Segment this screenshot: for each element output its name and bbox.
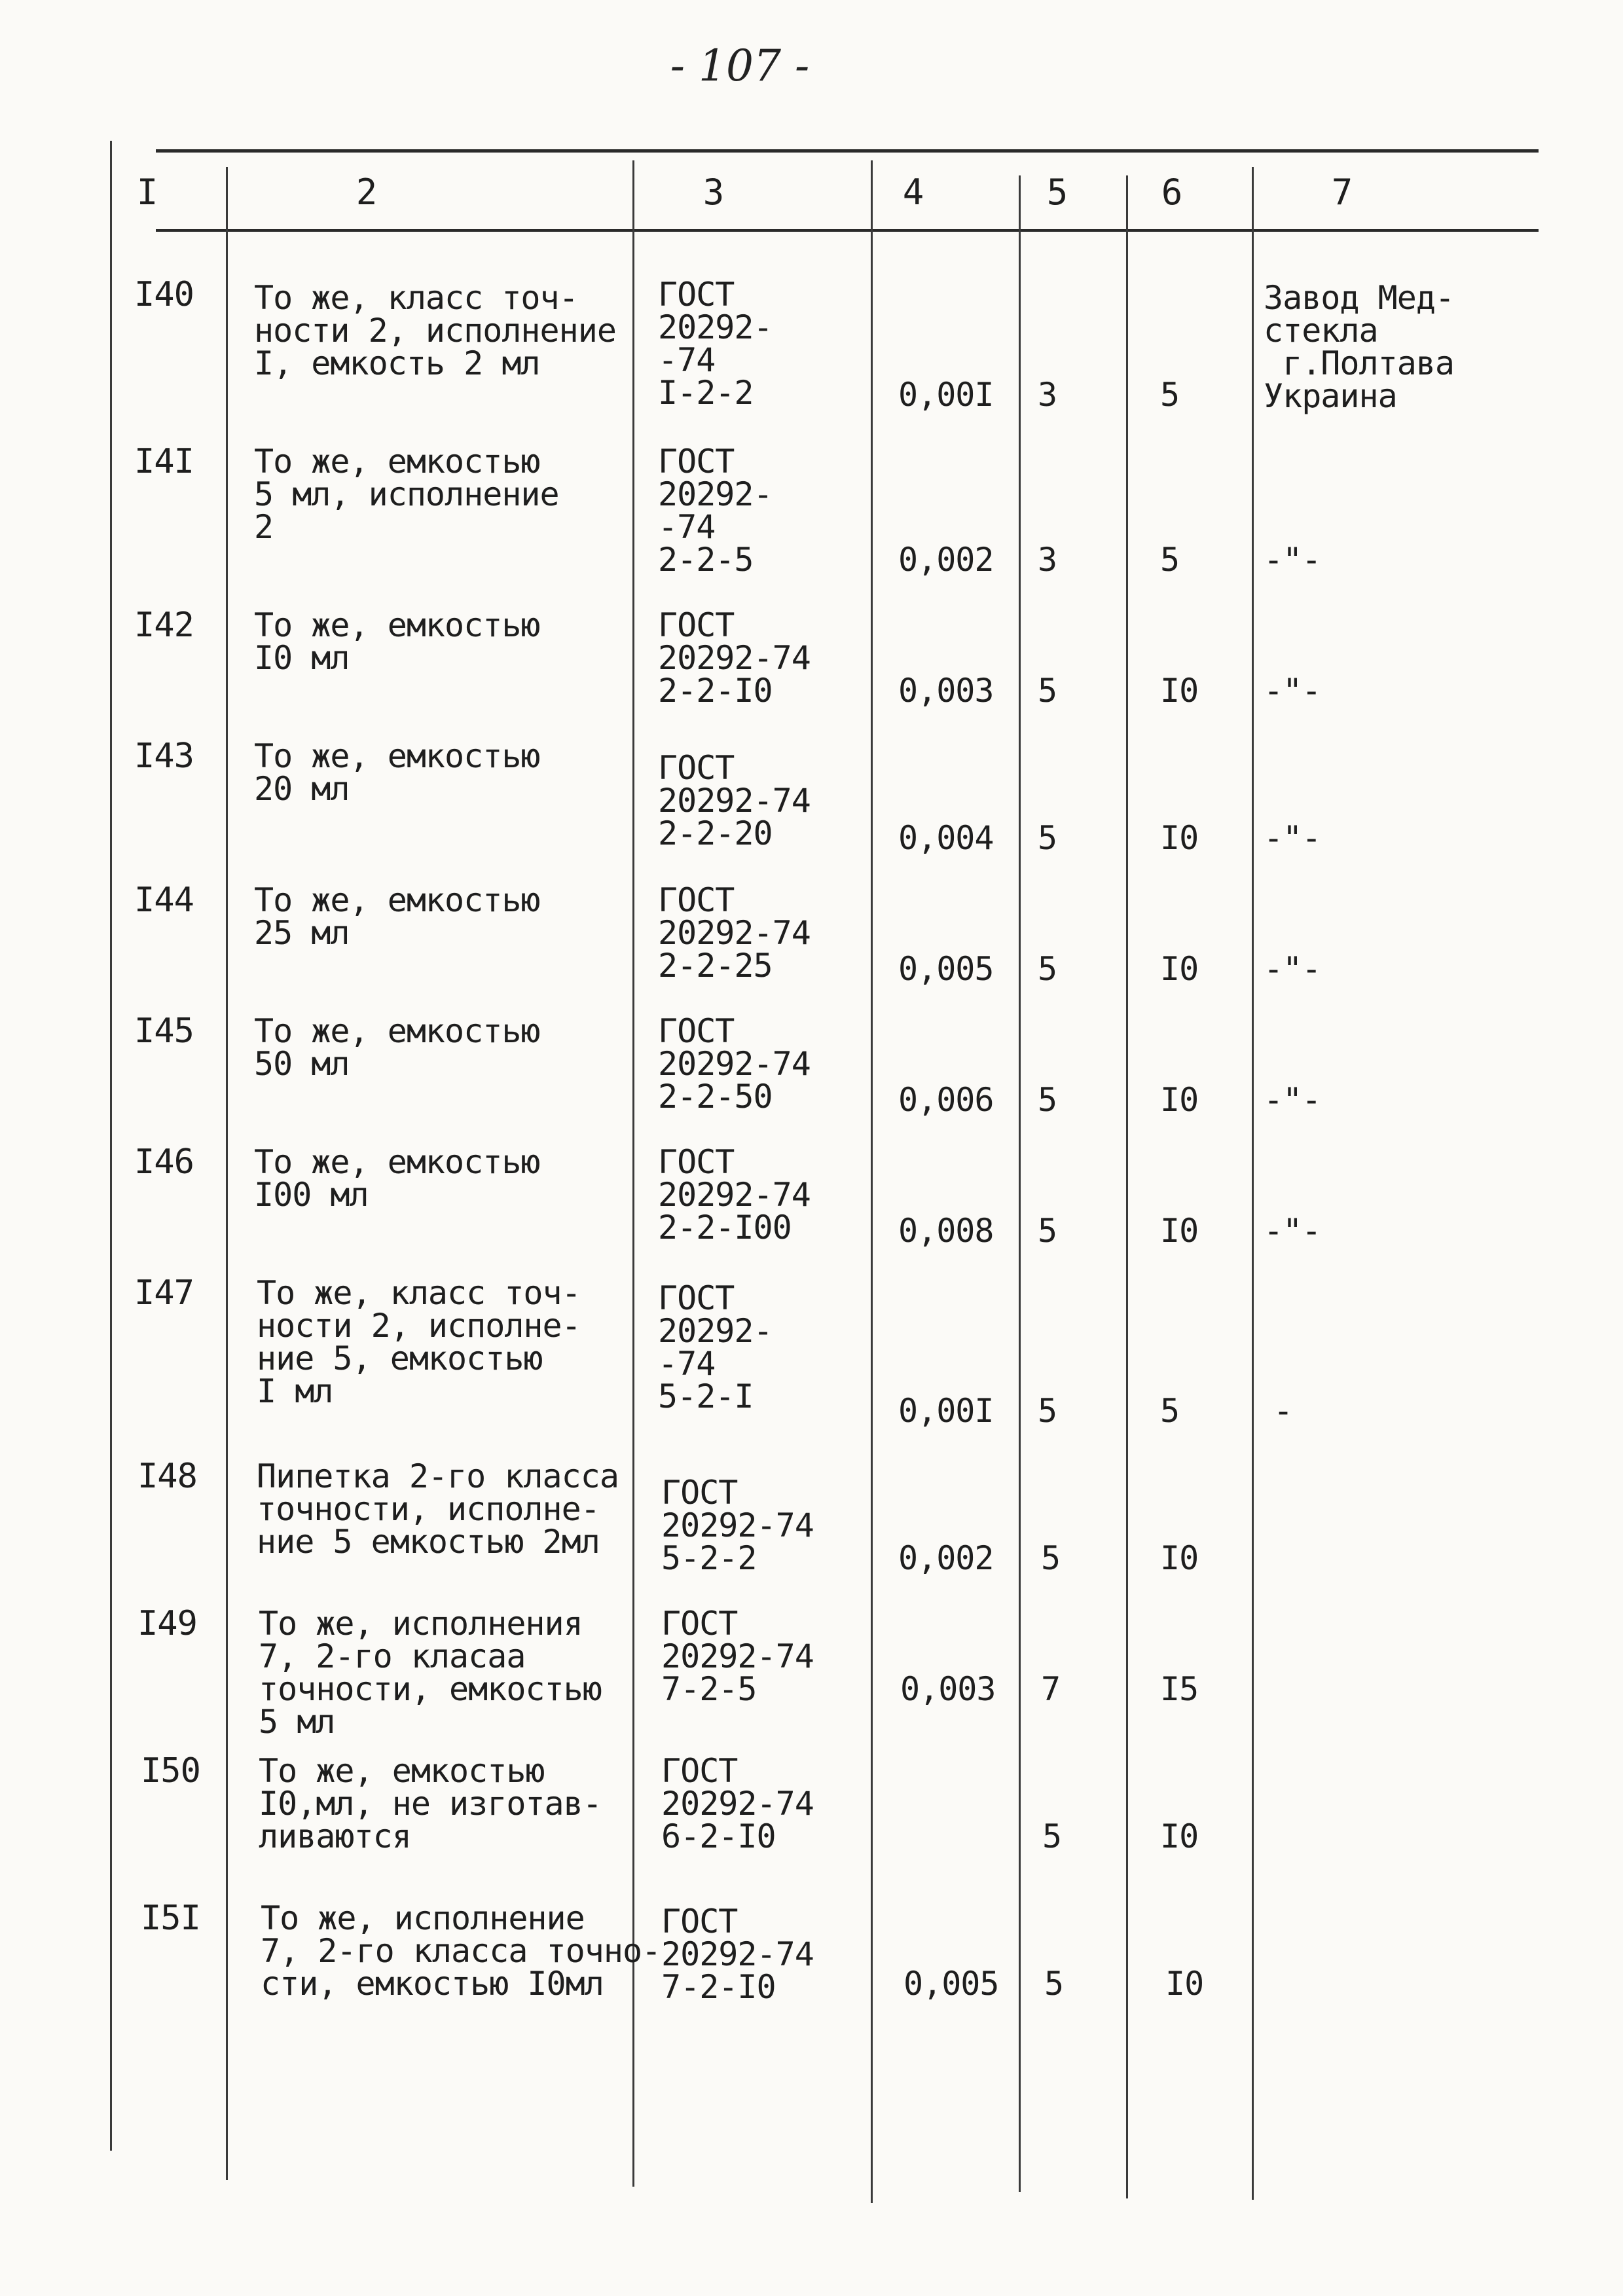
- row-col5: 5: [1038, 1081, 1057, 1119]
- row-gost: ГОСТ 20292-74 7-2-I0: [661, 1903, 814, 2006]
- row-manufacturer: -"-: [1264, 672, 1321, 710]
- row-manufacturer: Завод Мед- стекла г.Полтава Украина: [1264, 279, 1455, 415]
- row-gost: ГОСТ 20292-74 2-2-20: [658, 749, 811, 852]
- row-gost: ГОСТ 20292-74 6-2-I0: [661, 1752, 814, 1855]
- row-gost: ГОСТ 20292- -74 2-2-5: [658, 443, 773, 579]
- row-number: I45: [134, 1011, 194, 1051]
- row-col6: I5: [1160, 1670, 1199, 1708]
- row-price: 0,002: [898, 1539, 994, 1577]
- row-col5: 5: [1038, 1212, 1057, 1250]
- row-description: То же, емкостью 20 мл: [254, 737, 540, 808]
- row-price: 0,003: [900, 1670, 996, 1708]
- row-gost: ГОСТ 20292-74 2-2-50: [658, 1012, 811, 1116]
- row-col5: 5: [1038, 1392, 1057, 1430]
- row-manufacturer: -"-: [1264, 1212, 1321, 1250]
- row-col6: I0: [1165, 1965, 1204, 2003]
- row-number: I44: [134, 881, 194, 920]
- header-col-3: 3: [702, 172, 725, 213]
- row-number: I43: [134, 737, 194, 776]
- row-number: I5I: [141, 1899, 200, 1938]
- row-description: То же, исполнение 7, 2-го класса точно- сти, емкостью I0мл: [261, 1899, 661, 2003]
- row-description: То же, класс точ- ности 2, исполнение I, емкость 2 мл: [254, 279, 616, 382]
- row-number: I42: [134, 606, 194, 645]
- row-number: I46: [134, 1142, 194, 1182]
- row-description: Пипетка 2-го класса точности, исполне- ние 5 емкостью 2мл: [257, 1457, 619, 1561]
- row-gost: ГОСТ 20292-74 7-2-5: [661, 1605, 814, 1708]
- page-number: - 107 -: [670, 41, 810, 91]
- row-gost: ГОСТ 20292-74 2-2-25: [658, 881, 811, 985]
- row-col6: 5: [1160, 1392, 1180, 1430]
- header-col-7: 7: [1331, 172, 1353, 213]
- row-description: То же, емкостью 50 мл: [254, 1012, 540, 1083]
- row-description: То же, емкостью 25 мл: [254, 881, 540, 952]
- row-col5: 3: [1038, 541, 1057, 579]
- row-description: То же, емкостью I0 мл: [254, 606, 540, 677]
- column-line-3: [871, 160, 873, 2203]
- row-price: 0,003: [898, 672, 994, 710]
- row-description: То же, исполнения 7, 2-го класаа точности, емкостью 5 мл: [259, 1605, 602, 1741]
- row-gost: ГОСТ 20292- -74 5-2-I: [658, 1279, 773, 1415]
- row-gost: ГОСТ 20292-74 2-2-I00: [658, 1143, 811, 1247]
- row-col6: I0: [1160, 819, 1199, 857]
- row-col5: 5: [1041, 1539, 1061, 1577]
- header-col-5: 5: [1046, 172, 1068, 213]
- row-description: То же, емкостью I00 мл: [254, 1143, 540, 1214]
- row-gost: ГОСТ 20292- -74 I-2-2: [658, 276, 773, 412]
- column-line-2: [632, 160, 634, 2187]
- row-description: То же, емкостью 5 мл, исполнение 2: [254, 443, 559, 546]
- row-manufacturer: -"-: [1264, 819, 1321, 857]
- row-col5: 5: [1038, 672, 1057, 710]
- row-number: I4I: [134, 442, 194, 481]
- row-col6: I0: [1160, 1817, 1199, 1855]
- row-manufacturer: -"-: [1264, 541, 1321, 579]
- row-number: I49: [137, 1604, 197, 1643]
- row-col5: 5: [1044, 1965, 1064, 2003]
- row-manufacturer: -: [1273, 1392, 1293, 1430]
- row-col5: 3: [1038, 376, 1057, 414]
- row-col6: I0: [1160, 1539, 1199, 1577]
- row-price: 0,005: [903, 1965, 999, 2003]
- table-top-rule: [156, 149, 1539, 153]
- header-col-2: 2: [356, 172, 378, 213]
- row-gost: ГОСТ 20292-74 5-2-2: [661, 1474, 814, 1577]
- row-description: То же, класс точ- ности 2, исполне- ние 5, емкостью I мл: [257, 1274, 581, 1410]
- row-col6: 5: [1160, 376, 1180, 414]
- table-left-border: [110, 141, 112, 2151]
- row-col5: 5: [1038, 819, 1057, 857]
- column-line-5: [1126, 175, 1128, 2198]
- header-col-4: 4: [902, 172, 924, 213]
- row-manufacturer: -"-: [1264, 1081, 1321, 1119]
- row-number: I40: [134, 275, 194, 314]
- row-number: I50: [141, 1751, 200, 1791]
- header-bottom-rule: [156, 229, 1539, 232]
- row-price: 0,00I: [898, 376, 994, 414]
- row-price: 0,00I: [898, 1392, 994, 1430]
- row-col5: 5: [1042, 1817, 1062, 1855]
- row-price: 0,004: [898, 819, 994, 857]
- row-col6: 5: [1160, 541, 1180, 579]
- row-number: I47: [134, 1273, 194, 1313]
- column-line-1: [226, 167, 228, 2180]
- header-col-6: 6: [1161, 172, 1183, 213]
- row-price: 0,005: [898, 950, 994, 988]
- column-line-4: [1019, 175, 1021, 2192]
- row-manufacturer: -"-: [1264, 950, 1321, 988]
- row-price: 0,006: [898, 1081, 994, 1119]
- row-price: 0,002: [898, 541, 994, 579]
- row-price: 0,008: [898, 1212, 994, 1250]
- row-gost: ГОСТ 20292-74 2-2-I0: [658, 606, 811, 710]
- row-col6: I0: [1160, 672, 1199, 710]
- row-col5: 5: [1038, 950, 1057, 988]
- row-col6: I0: [1160, 1212, 1199, 1250]
- column-line-6: [1252, 167, 1254, 2200]
- row-col5: 7: [1041, 1670, 1061, 1708]
- row-col6: I0: [1160, 950, 1199, 988]
- row-description: То же, емкостью I0,мл, не изготав- ливаются: [259, 1752, 602, 1855]
- header-col-1: I: [136, 172, 158, 213]
- row-number: I48: [137, 1457, 197, 1496]
- row-col6: I0: [1160, 1081, 1199, 1119]
